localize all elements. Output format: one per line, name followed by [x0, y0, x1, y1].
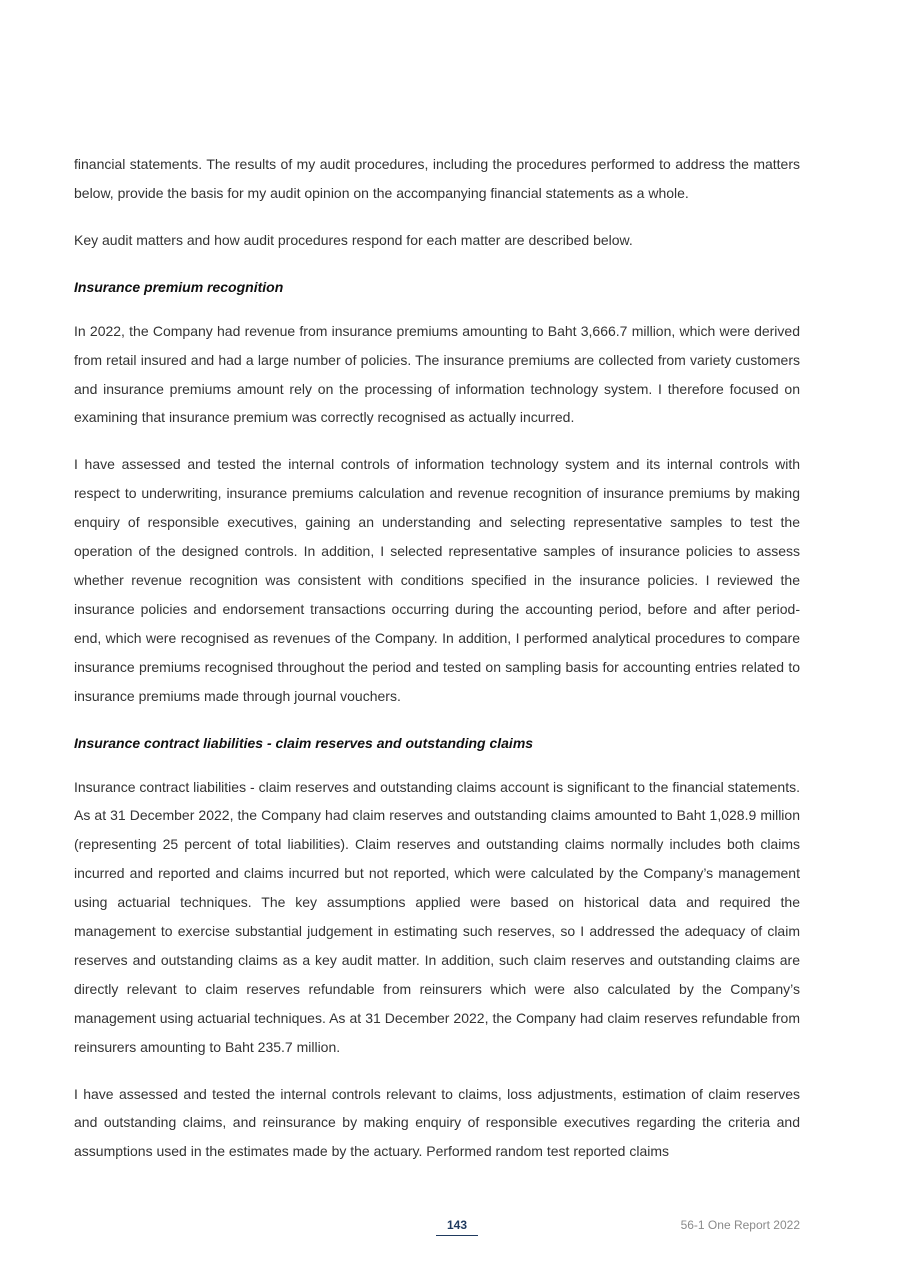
section-paragraph: In 2022, the Company had revenue from insurance premiums amounting to Baht 3,666.7 million, which were derived from retail insured and had a large number of policies. The insurance premiums are collected from variety customers and insurance premiums amount rely on the processing of information technology system. I therefore focused on examining that insurance premium was correctly recognised as actually incurred.: [74, 322, 800, 426]
key-audit-matters-intro-paragraph: Key audit matters and how audit procedures respond for each matter are described below.: [74, 231, 633, 248]
section-claim-reserves: [74, 729, 800, 1167]
section-paragraph: Insurance contract liabilities - claim reserves and outstanding claims account is significant to the financial statements. As at 31 December 2022, the Company had claim reserves and outstanding claims amounted to Baht 1,028.9 million (representing 25 percent of total liabilities). Claim reserves and outstanding claims normally includes both claims incurred and reported and claims incurred but not reported, which were calculated by the Company’s management using actuarial techniques. The key assumptions applied were based on historical data and required the management to exercise substantial judgement in estimating such reserves, so I addressed the adequacy of claim reserves and outstanding claims as a key audit matter. In addition, such claim reserves and outstanding claims are directly relevant to claim reserves refundable from reinsurers which were also calculated by the Company’s management using actuarial techniques. As at 31 December 2022, the Company had claim reserves refundable from reinsurers amounting to Baht 235.7 million.: [74, 778, 800, 1055]
section-heading: Insurance contract liabilities - claim reserves and outstanding claims: [74, 734, 534, 751]
document-body: [74, 150, 800, 1184]
section-heading: Insurance premium recognition: [74, 278, 284, 295]
intro-continuation-paragraph: financial statements. The results of my audit procedures, including the procedures performed to address the matters below, provide the basis for my audit opinion on the accompanying financial statements as a whole.: [74, 156, 800, 201]
page-footer: [0, 1218, 906, 1242]
section-paragraph: I have assessed and tested the internal controls relevant to claims, loss adjustments, estimation of claim reserves and outstanding claims, and reinsurance by making enquiry of responsible executives regarding the criteria and assumptions used in the estimates made by the actuary. Performed random test reported claims: [74, 1085, 800, 1160]
report-name: 56-1 One Report 2022: [680, 1218, 800, 1232]
section-paragraph: I have assessed and tested the internal controls of information technology system and its internal controls with respect to underwriting, insurance premiums calculation and revenue recognition of insurance premiums by making enquiry of responsible executives, gaining an understanding and selecting representative samples to test the operation of the designed controls. In addition, I selected representative samples of insurance policies to assess whether revenue recognition was consistent with conditions specified in the insurance policies. I reviewed the insurance policies and endorsement transactions occurring during the accounting period, before and after period-end, which were recognised as revenues of the Company. In addition, I performed analytical procedures to compare insurance premiums recognised throughout the period and tested on sampling basis for accounting entries related to insurance premiums made through journal vouchers.: [74, 456, 800, 704]
section-insurance-premium-recognition: [74, 273, 800, 711]
page-number: 143: [436, 1218, 478, 1236]
